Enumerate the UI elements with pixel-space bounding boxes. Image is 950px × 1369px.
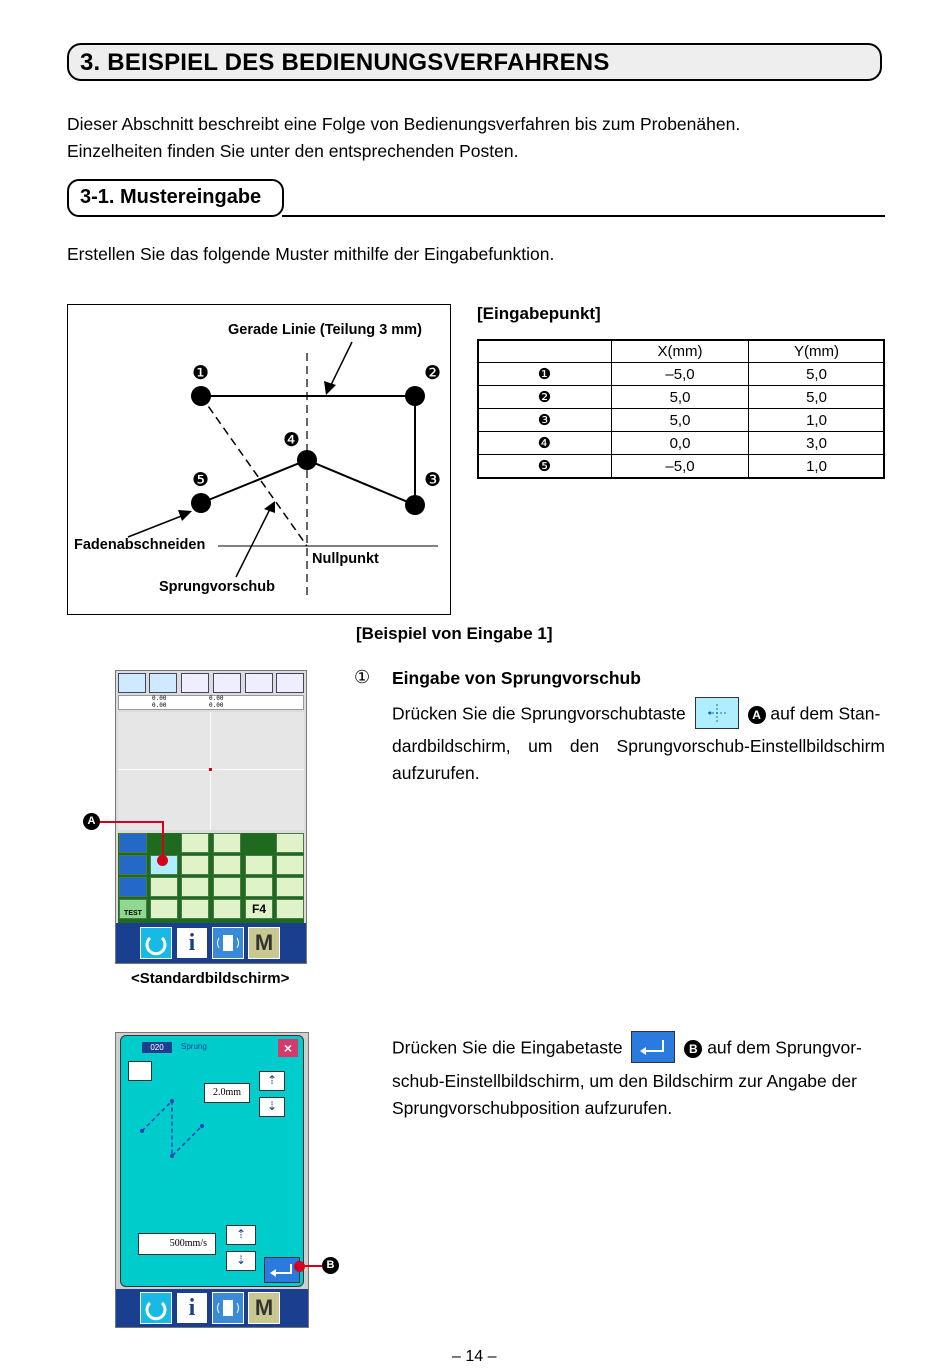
arrow-up-icon: ⇡ <box>266 1073 278 1087</box>
screen1-grid-key[interactable] <box>213 899 241 919</box>
page-number: – 14 – <box>452 1348 497 1365</box>
marker-b-inline: B <box>684 1040 702 1058</box>
enter-key-inline <box>631 1031 675 1063</box>
table-cell-x: 0,0 <box>612 432 749 455</box>
marker-b-label: B <box>322 1257 339 1274</box>
pattern-diagram-svg <box>68 305 452 616</box>
intro-line-1: Dieser Abschnitt beschreibt eine Folge von Bedienungsverfahren bis zum Probenähen. <box>67 114 741 134</box>
jump-feed-key-inline <box>695 697 739 729</box>
screen1-grid-key[interactable] <box>181 899 209 919</box>
screen1-key-5[interactable] <box>245 673 273 693</box>
screen1-grid-key[interactable] <box>245 877 273 897</box>
table-header-cell <box>478 340 612 363</box>
point-4-dot <box>297 450 317 470</box>
screen1-key-1[interactable] <box>118 673 146 693</box>
marker-a-label: A <box>83 813 100 830</box>
point-2-dot <box>405 386 425 406</box>
screen1-mode-key[interactable]: M <box>248 927 280 959</box>
info-icon: i <box>188 930 196 956</box>
screen1-test-key[interactable]: TEST <box>119 899 147 919</box>
jump-label-pointer <box>236 509 270 577</box>
table-cell-point: ❺ <box>478 455 612 478</box>
line-label-pointer <box>330 342 352 387</box>
table-header-cell: Y(mm) <box>749 340 885 363</box>
table-cell-x: –5,0 <box>612 455 749 478</box>
screen1-grid-key[interactable] <box>245 855 273 875</box>
table-cell-y: 1,0 <box>749 455 885 478</box>
table-row <box>478 409 885 432</box>
table-cell-point: ❷ <box>478 386 612 409</box>
standard-screen <box>115 670 307 964</box>
speed-down-button[interactable] <box>226 1251 256 1271</box>
section-intro: Erstellen Sie das folgende Muster mithilfe der Eingabefunktion. <box>67 244 555 264</box>
table-row <box>478 363 885 386</box>
point-5-dot <box>191 493 211 513</box>
step-number: ① <box>354 667 371 687</box>
screen1-grid-key[interactable] <box>119 877 147 897</box>
screen1-key-4[interactable] <box>213 673 241 693</box>
speed-up-button[interactable] <box>226 1225 256 1245</box>
screen1-ready-key[interactable] <box>140 927 172 959</box>
close-icon: × <box>283 1040 293 1056</box>
screen2-info-key[interactable] <box>176 1292 208 1324</box>
table-cell-y: 5,0 <box>749 363 885 386</box>
setting-name: Sprung <box>181 1042 207 1051</box>
diagram-jump-label: Sprungvorschub <box>159 579 276 595</box>
info-icon: i <box>188 1295 196 1321</box>
screen1-key-2[interactable] <box>149 673 177 693</box>
screen1-comm-key[interactable] <box>212 927 244 959</box>
ready-icon <box>141 1293 171 1323</box>
screen2-ready-key[interactable] <box>140 1292 172 1324</box>
marker-a-inline: A <box>748 706 766 724</box>
setting-code: 020 <box>142 1042 172 1053</box>
chapter-title: 3. BEISPIEL DES BEDIENUNGSVERFAHRENS <box>80 49 610 76</box>
screen1-grid-key[interactable] <box>213 833 241 853</box>
screen2-comm-key[interactable] <box>212 1292 244 1324</box>
marker-a-dot <box>157 855 168 866</box>
point-1-marker: ❶ <box>192 363 210 384</box>
screen1-f4-key[interactable]: F4 <box>245 899 273 919</box>
ready-icon <box>141 928 171 958</box>
point-3-marker: ❸ <box>424 470 442 491</box>
marker-b-line <box>304 1265 324 1267</box>
enter-icon <box>265 1258 299 1282</box>
table-row <box>478 455 885 478</box>
screen1-key-3[interactable] <box>181 673 209 693</box>
communication-icon <box>213 928 243 958</box>
screen1-grid-key[interactable] <box>213 877 241 897</box>
pitch-up-button[interactable] <box>259 1071 285 1091</box>
table-row <box>478 386 885 409</box>
table-cell-y: 5,0 <box>749 386 885 409</box>
screen1-origin-dot <box>209 768 212 771</box>
jump-feed-icon <box>696 698 738 728</box>
step2-line1 <box>392 1033 862 1065</box>
screen1-grid-key[interactable] <box>276 855 304 875</box>
screen1-grid-key[interactable] <box>119 855 147 875</box>
table-header-cell: X(mm) <box>612 340 749 363</box>
cut-label-arrowhead <box>178 510 192 521</box>
line-label-arrowhead <box>324 381 336 395</box>
screen1-grid-key[interactable] <box>181 855 209 875</box>
screen1-axis-v <box>210 712 211 830</box>
communication-icon <box>213 1293 243 1323</box>
table-header-row <box>478 340 885 363</box>
table-cell-x: 5,0 <box>612 409 749 432</box>
step2-line3: Sprungvorschubposition aufzurufen. <box>392 1098 673 1118</box>
screen1-grid-key[interactable] <box>181 877 209 897</box>
pitch-value-field[interactable]: 2.0mm <box>204 1083 250 1103</box>
point-4-marker: ❹ <box>283 430 301 451</box>
step-title: Eingabe von Sprungvorschub <box>392 668 641 688</box>
table-heading: [Eingabepunkt] <box>477 304 601 323</box>
screen1-grid-key[interactable] <box>276 899 304 919</box>
input-points-table <box>477 339 885 478</box>
step1-line3: aufzurufen. <box>392 763 480 783</box>
screen1-grid-key[interactable] <box>119 833 147 853</box>
jump-feed-setting-screen <box>115 1032 309 1328</box>
cut-label-pointer <box>128 515 184 537</box>
intro-line-2: Einzelheiten finden Sie unter den entsprechenden Posten. <box>67 141 519 161</box>
diagram-line-label: Gerade Linie (Teilung 3 mm) <box>228 322 422 338</box>
step1-line2: dardbildschirm, um den Sprungvorschub-Einstellbildschirm <box>392 736 885 756</box>
screen1-drawing-area[interactable] <box>118 712 304 830</box>
table-cell-point: ❸ <box>478 409 612 432</box>
table-cell-x: –5,0 <box>612 363 749 386</box>
arrow-down-icon: ⇣ <box>266 1099 278 1113</box>
diagram-origin-label: Nullpunkt <box>312 551 379 567</box>
point-2-marker: ❷ <box>424 363 442 384</box>
arrow-up-icon: ⇡ <box>235 1227 247 1241</box>
pattern-diagram <box>67 304 451 615</box>
table-cell-point: ❹ <box>478 432 612 455</box>
step1-line1 <box>392 699 880 731</box>
table-row <box>478 432 885 455</box>
screen1-caption: <Standardbildschirm> <box>131 970 290 987</box>
setting-small-key[interactable] <box>128 1061 152 1081</box>
screen1-grid-key[interactable] <box>276 877 304 897</box>
marker-a-line-h <box>92 821 164 823</box>
screen1-readout-2: 0.00 0.00 <box>209 695 224 709</box>
enter-icon <box>632 1032 674 1062</box>
speed-value-field[interactable]: 500mm/s <box>138 1233 216 1255</box>
screen2-mode-key[interactable]: M <box>248 1292 280 1324</box>
arrow-down-icon: ⇣ <box>235 1253 247 1267</box>
close-button[interactable] <box>278 1039 298 1057</box>
screen1-key-6[interactable] <box>276 673 304 693</box>
screen1-grid-key[interactable] <box>150 899 178 919</box>
point-5-marker: ❺ <box>192 470 210 491</box>
step1-text-before: Drücken Sie die Sprungvorschubtaste <box>392 703 686 724</box>
step2-text-after: auf dem Sprungvor- <box>707 1037 862 1058</box>
step2-text-before: Drücken Sie die Eingabetaste <box>392 1037 623 1058</box>
example-heading: [Beispiel von Eingabe 1] <box>356 624 553 643</box>
table-cell-y: 3,0 <box>749 432 885 455</box>
diagram-cut-label: Fadenabschneiden <box>74 537 206 553</box>
step2-line2: schub-Einstellbildschirm, um den Bildschirm zur Angabe der <box>392 1071 857 1091</box>
screen1-grid-key[interactable] <box>213 855 241 875</box>
section-title: 3-1. Mustereingabe <box>80 186 262 208</box>
point-3-dot <box>405 495 425 515</box>
setting-title-bar <box>124 1039 300 1057</box>
screen1-grid-key[interactable] <box>181 833 209 853</box>
table-cell-point: ❶ <box>478 363 612 386</box>
table-cell-y: 1,0 <box>749 409 885 432</box>
pitch-down-button[interactable] <box>259 1097 285 1117</box>
section-rule <box>282 215 885 217</box>
step1-text-after: auf dem Stan- <box>770 703 881 724</box>
point-1-dot <box>191 386 211 406</box>
jump-feed-line <box>201 396 307 546</box>
table-cell-x: 5,0 <box>612 386 749 409</box>
screen1-readout-1: 0.00 0.00 <box>152 695 167 709</box>
screen1-grid-key[interactable] <box>276 833 304 853</box>
screen1-grid-key[interactable] <box>150 877 178 897</box>
screen1-info-key[interactable] <box>176 927 208 959</box>
